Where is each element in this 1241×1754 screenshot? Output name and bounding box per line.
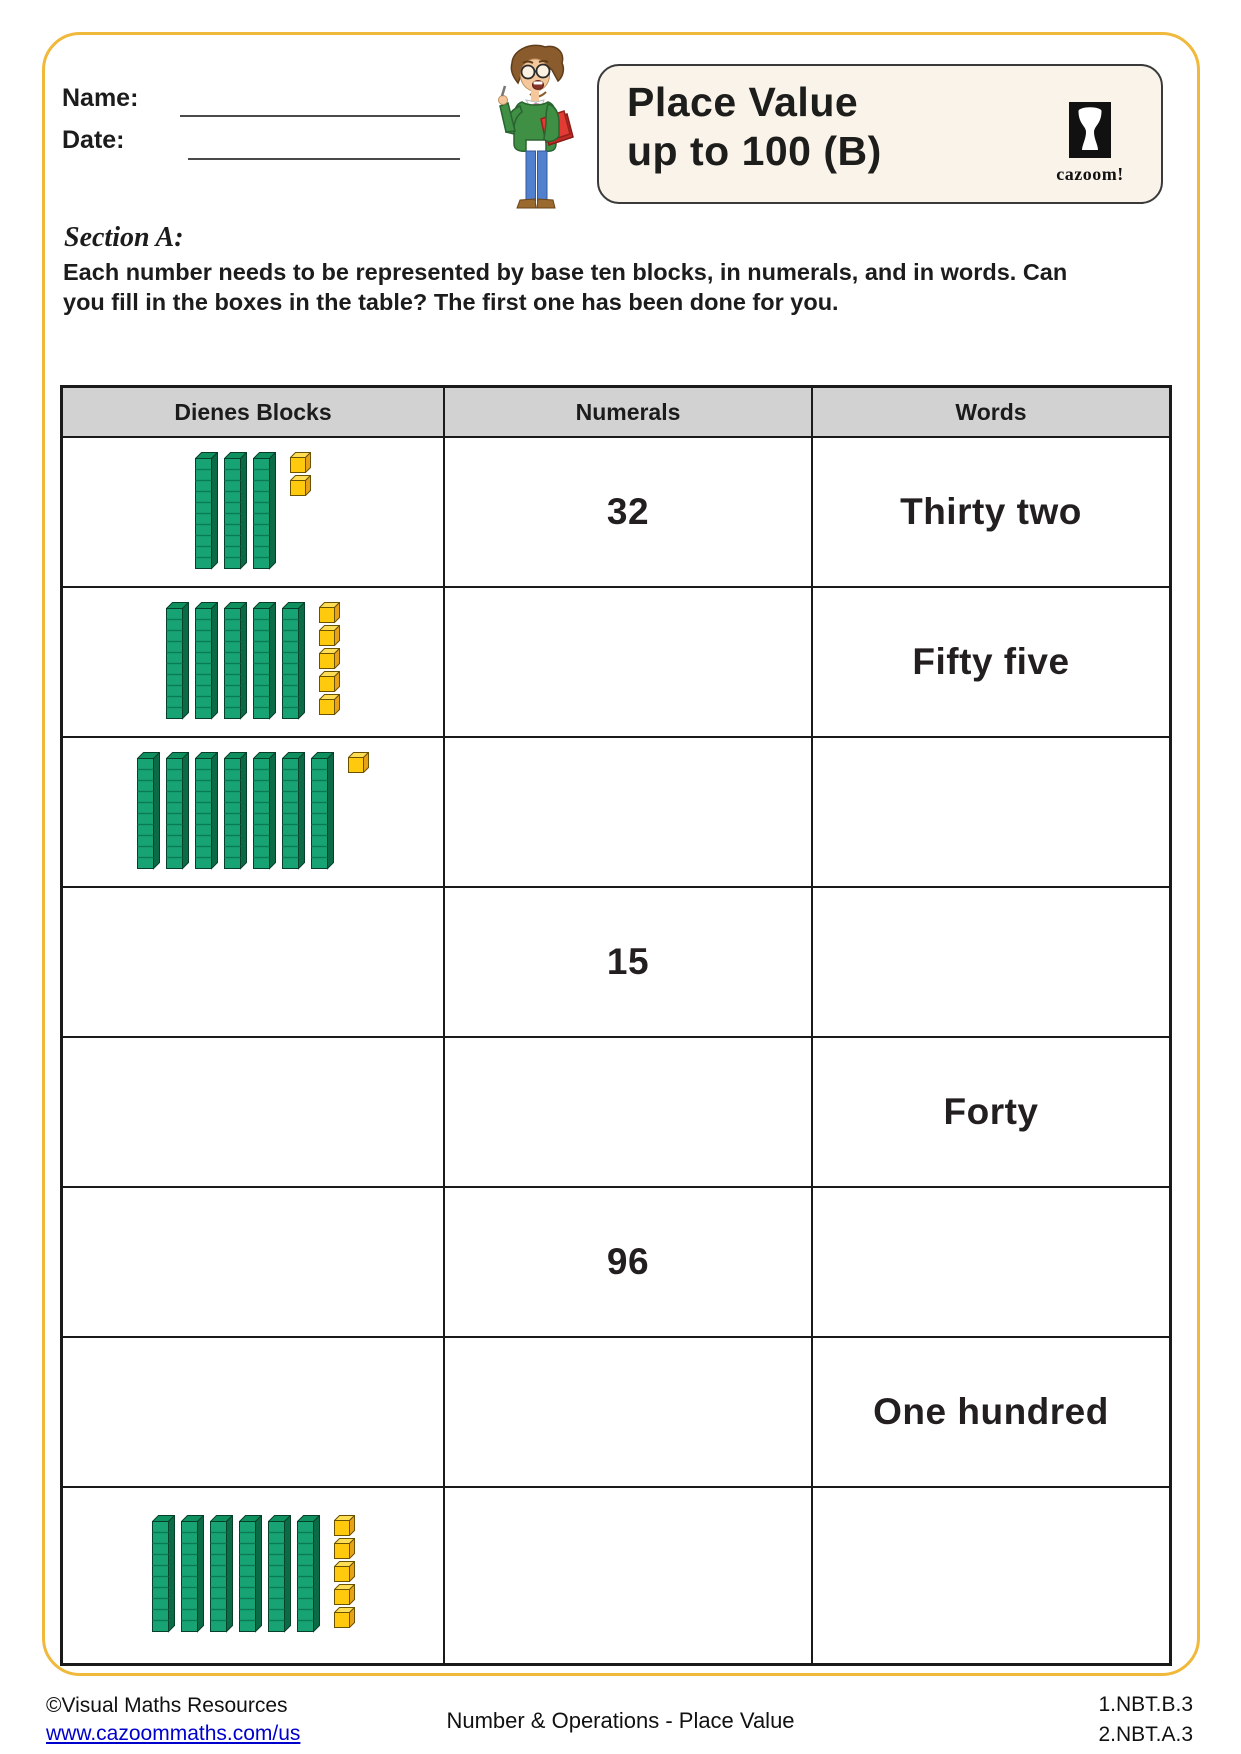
teacher-pen [502,86,505,96]
numeral-cell-row7 [445,1338,813,1488]
cazoom-hourglass-icon [1069,102,1111,158]
ones-cube [319,625,340,646]
ones-cube [290,452,311,473]
ones-cube [319,602,340,623]
dienes-cell-row6 [63,1188,445,1338]
numeral-cell-row4: 15 [445,888,813,1038]
footer-topic-text: Number & Operations - Place Value [446,1708,795,1733]
numeral-cell-row2 [445,588,813,738]
teacher-cartoon-illustration [486,42,578,221]
section-a-instructions: Each number needs to be represented by base ten blocks, in numerals, and in words. Can you fill in the boxes in the table? The first one has been done for you. [63,259,1068,315]
dienes-cell-row7 [63,1338,445,1488]
tens-rod [253,752,276,873]
place-value-table [60,385,1172,1666]
dienes-cell-row5 [63,1038,445,1188]
tens-rod [282,602,305,723]
name-write-line [180,115,460,117]
numeral-cell-row5 [445,1038,813,1188]
dienes-cell-row1 [63,438,445,588]
dienes-blocks-group [195,452,311,573]
ones-cube [334,1515,355,1536]
ones-cube [319,694,340,715]
footer-standards-block [1098,1690,1193,1750]
cazoom-logo-text: cazoom! [1056,164,1124,184]
tens-rod [253,452,276,573]
date-write-line [188,158,460,160]
tens-rod [253,602,276,723]
tens-rod [166,752,189,873]
dienes-cell-row4 [63,888,445,1038]
standard-code-2: 2.NBT.A.3 [1098,1723,1193,1746]
cazoommaths-link[interactable]: www.cazoommaths.com/us [46,1722,301,1745]
tens-rod [195,452,218,573]
words-cell-row7: One hundred [813,1338,1169,1488]
ones-cube [319,671,340,692]
tens-rod [224,452,247,573]
dienes-cell-row2 [63,588,445,738]
ones-cube [334,1584,355,1605]
words-cell-row8 [813,1488,1169,1663]
column-header-words: Words [813,388,1169,438]
ones-cube [334,1607,355,1628]
copyright-text: ©Visual Maths Resources [46,1694,288,1717]
dienes-blocks-group [137,752,369,873]
tens-rod [297,1515,320,1636]
standard-code-1: 1.NBT.B.3 [1098,1693,1193,1716]
cazoom-logo [1051,102,1129,185]
teacher-shoes [517,199,536,208]
ones-cube [334,1538,355,1559]
tens-rod [311,752,334,873]
tens-rod [224,602,247,723]
tens-rod [181,1515,204,1636]
words-cell-row6 [813,1188,1169,1338]
numeral-cell-row1: 32 [445,438,813,588]
ones-cube [319,648,340,669]
ones-cube [290,475,311,496]
words-cell-row1: Thirty two [813,438,1169,588]
name-label: Name: [62,84,139,112]
tens-rod [282,752,305,873]
tens-rod [166,602,189,723]
numeral-cell-row3 [445,738,813,888]
words-cell-row4 [813,888,1169,1038]
column-header-numerals: Numerals [445,388,813,438]
ones-cube [348,752,369,773]
dienes-blocks-group [166,602,340,723]
tens-rod [195,602,218,723]
dienes-cell-row8 [63,1488,445,1663]
words-cell-row2: Fifty five [813,588,1169,738]
tens-rod [137,752,160,873]
dienes-cell-row3 [63,738,445,888]
tens-rod [152,1515,175,1636]
words-cell-row3 [813,738,1169,888]
worksheet-title: Place Value up to 100 (B) [627,79,882,174]
date-label: Date: [62,126,125,154]
teacher-jeans [526,151,536,201]
tens-rod [268,1515,291,1636]
tens-rod [210,1515,233,1636]
section-a-heading: Section A: [64,222,184,253]
tens-rod [195,752,218,873]
tens-rod [224,752,247,873]
dienes-blocks-group [152,1515,355,1636]
numeral-cell-row8 [445,1488,813,1663]
ones-cube [334,1561,355,1582]
words-cell-row5: Forty [813,1038,1169,1188]
numeral-cell-row6: 96 [445,1188,813,1338]
worksheet-title-box [597,64,1163,204]
column-header-dienes-blocks: Dienes Blocks [63,388,445,438]
tens-rod [239,1515,262,1636]
